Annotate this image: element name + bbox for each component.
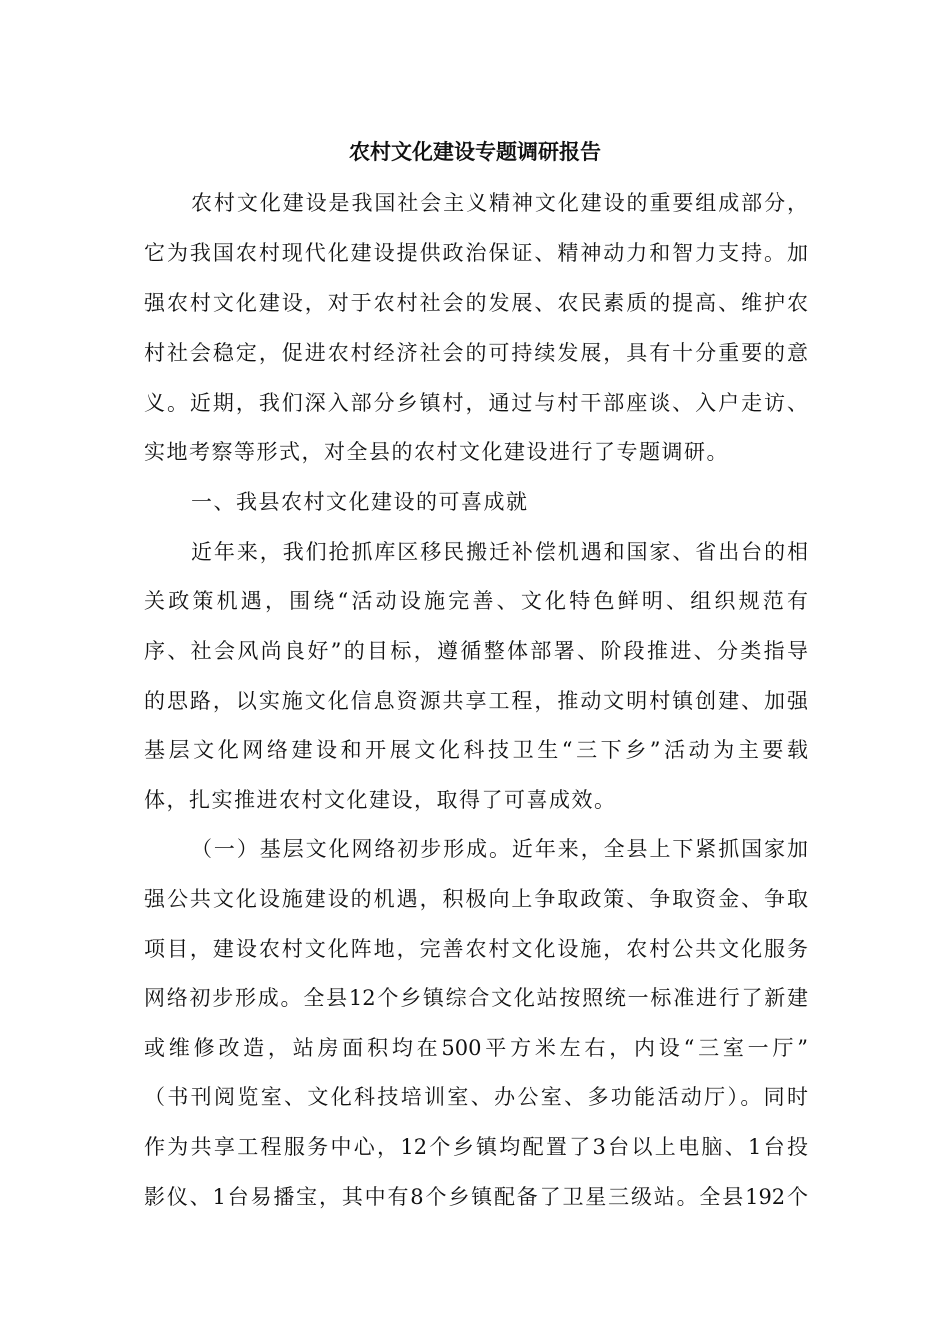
page-title: 农村文化建设专题调研报告: [349, 140, 601, 164]
paragraph-line: 项目，建设农村文化阵地，完善农村文化设施，农村公共文化服务: [144, 937, 808, 961]
paragraph-line: 农村文化建设是我国社会主义精神文化建设的重要组成部分，: [191, 191, 808, 215]
section-heading: 一、我县农村文化建设的可喜成就: [191, 490, 529, 514]
paragraph-line: 作为共享工程服务中心，12个乡镇均配置了3台以上电脑、1台投: [144, 1135, 808, 1159]
paragraph-line: 它为我国农村现代化建设提供政治保证、精神动力和智力支持。加: [144, 241, 808, 265]
paragraph-line: 体，扎实推进农村文化建设，取得了可喜成效。: [144, 788, 617, 812]
paragraph-line: 或维修改造，站房面积均在500平方米左右，内设“三室一厅”: [144, 1036, 808, 1060]
paragraph-line: （一）基层文化网络初步形成。近年来，全县上下紧抓国家加: [191, 837, 808, 861]
paragraph-line: （书刊阅览室、文化科技培训室、办公室、多功能活动厅）。同时: [144, 1085, 808, 1109]
paragraph-line: 实地考察等形式，对全县的农村文化建设进行了专题调研。: [144, 440, 729, 464]
paragraph-line: 影仪、1台易播宝，其中有8个乡镇配备了卫星三级站。全县192个: [144, 1185, 808, 1209]
paragraph-line: 网络初步形成。全县12个乡镇综合文化站按照统一标准进行了新建: [144, 986, 808, 1010]
paragraph-line: 近年来，我们抢抓库区移民搬迁补偿机遇和国家、省出台的相: [191, 540, 808, 564]
paragraph-line: 的思路，以实施文化信息资源共享工程，推动文明村镇创建、加强: [144, 689, 808, 713]
paragraph-line: 义。近期，我们深入部分乡镇村，通过与村干部座谈、入户走访、: [144, 391, 808, 415]
paragraph-line: 强公共文化设施建设的机遇，积极向上争取政策、争取资金、争取: [144, 887, 808, 911]
paragraph-line: 序、社会风尚良好”的目标，遵循整体部署、阶段推进、分类指导: [144, 639, 808, 663]
paragraph-line: 村社会稳定，促进农村经济社会的可持续发展，具有十分重要的意: [144, 341, 808, 365]
paragraph-line: 强农村文化建设，对于农村社会的发展、农民素质的提高、维护农: [144, 291, 808, 315]
paragraph-line: 基层文化网络建设和开展文化科技卫生“三下乡”活动为主要载: [144, 738, 808, 762]
paragraph-line: 关政策机遇，围绕“活动设施完善、文化特色鲜明、组织规范有: [144, 589, 808, 613]
